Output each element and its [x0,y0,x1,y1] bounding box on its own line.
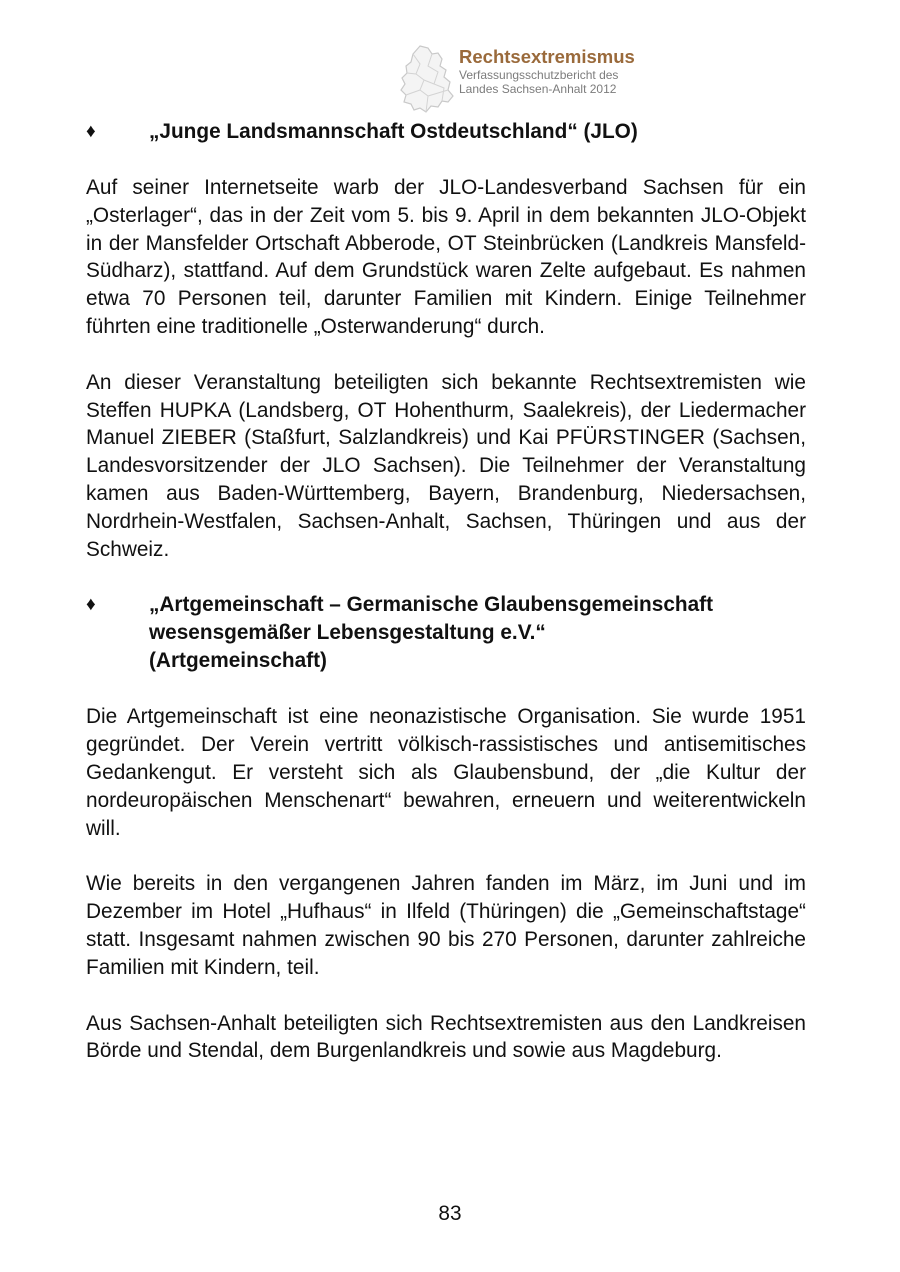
paragraph-artgemeinschaft-1: Die Artgemeinschaft ist eine neonazistische Organisation. Sie wurde 1951 gegründet. Der Verein vertritt völkisch-rassistisches und antisemitisches Gedankengut. Er versteht sich als Glaubensbund, der „die Kultur der nordeuropäischen Menschenart“ bewahren, erneuern und weiterentwickeln will. [86,705,806,840]
heading-line-3: (Artgemeinschaft) [149,649,327,673]
page-content [86,118,806,1065]
section-heading-jlo [86,118,806,146]
header-subtitle-line1: Verfassungsschutzbericht des [459,68,619,82]
paragraph-artgemeinschaft-2: Wie bereits in den vergangenen Jahren fanden im März, im Juni und im Dezember im Hotel „Hufhaus“ in Ilfeld (Thüringen) die „Gemeinschaftstage“ statt. Insgesamt nahmen zwischen 90 bis 270 Personen, darunter zahlreiche Familien mit Kindern, teil. [86,872,806,979]
heading-text: „Junge Landsmannschaft Ostdeutschland“ (JLO) [149,120,638,143]
paragraph-artgemeinschaft-3: Aus Sachsen-Anhalt beteiligten sich Rechtsextremisten aus den Landkreisen Börde und Stendal, dem Burgenlandkreis und sowie aus Magdeburg. [86,1011,806,1063]
section-heading-artgemeinschaft [86,591,806,675]
paragraph-jlo-2: An dieser Veranstaltung beteiligten sich bekannte Rechtsextremisten wie Steffen HUPKA (Landsberg, OT Hohenthurm, Saalekreis), der Liedermacher Manuel ZIEBER (Staßfurt, Salzlandkreis) und Kai PFÜRSTINGER (Sachsen, Landesvorsitzender der JLO Sachsen). Die Teilnehmer der Veranstaltung kamen aus Baden-Württemberg, Bayern, Brandenburg, Niedersachsen, Nordrhein-Westfalen, Sachsen-Anhalt, Sachsen, Thüringen und aus der Schweiz. [86,370,806,561]
header-title: Rechtsextremismus [459,46,635,67]
heading-line-1: „Artgemeinschaft – Germanische Glaubensgemeinschaft [149,593,714,617]
page-header [398,44,738,116]
diamond-bullet-icon: ♦ [86,594,96,616]
diamond-bullet-icon: ♦ [86,121,96,142]
header-subtitle-line2: Landes Sachsen-Anhalt 2012 [459,82,617,96]
heading-line-2: wesensgemäßer Lebensgestaltung e.V.“ [149,621,546,645]
paragraph-jlo-1: Auf seiner Internetseite warb der JLO-Landesverband Sachsen für ein „Osterlager“, das in der Zeit vom 5. bis 9. April in dem bekannten JLO-Objekt in der Mansfelder Ortschaft Abberode, OT Steinbrücken (Landkreis Mansfeld-Südharz), stattfand. Auf dem Grundstück waren Zelte aufgebaut. Es nahmen etwa 70 Personen teil, darunter Familien mit Kindern. Einige Teilnehmer führten eine traditionelle „Osterwanderung“ durch. [86,176,806,338]
page-number: 83 [438,1202,462,1225]
saxony-anhalt-map-icon [398,44,456,114]
